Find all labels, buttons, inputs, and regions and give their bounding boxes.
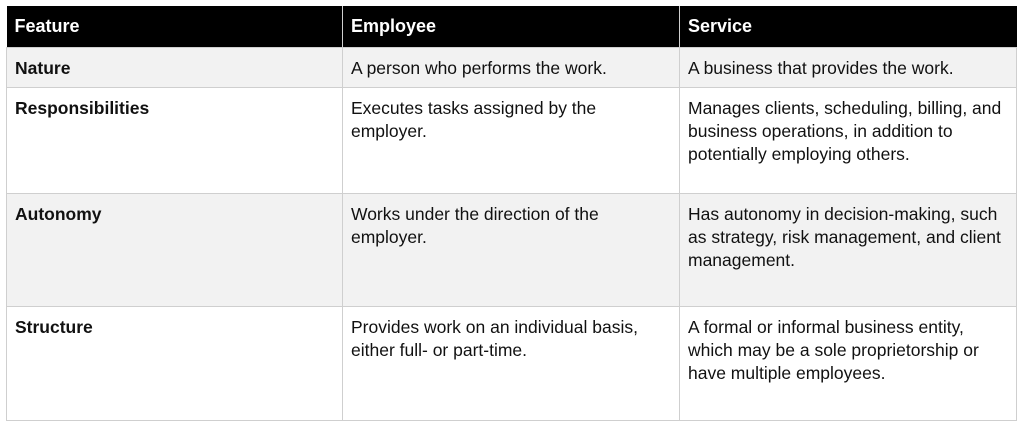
header-row <box>7 6 1017 48</box>
feature-cell: Nature <box>7 48 343 88</box>
table-row <box>7 307 1017 421</box>
feature-cell: Structure <box>7 307 343 421</box>
feature-cell: Autonomy <box>7 194 343 307</box>
feature-cell: Responsibilities <box>7 88 343 194</box>
table-row <box>7 194 1017 307</box>
employee-cell: Works under the direction of the employer. <box>343 194 680 307</box>
header-service: Service <box>680 6 1017 48</box>
table-row <box>7 88 1017 194</box>
header-employee: Employee <box>343 6 680 48</box>
table-header <box>7 6 1017 48</box>
service-cell: A business that provides the work. <box>680 48 1017 88</box>
table-row <box>7 48 1017 88</box>
employee-cell: Executes tasks assigned by the employer. <box>343 88 680 194</box>
comparison-table <box>6 6 1017 421</box>
table-body <box>7 48 1017 421</box>
comparison-table-container <box>6 6 1016 421</box>
service-cell: Has autonomy in decision-making, such as strategy, risk management, and client management. <box>680 194 1017 307</box>
employee-cell: Provides work on an individual basis, either full- or part-time. <box>343 307 680 421</box>
header-feature: Feature <box>7 6 343 48</box>
employee-cell: A person who performs the work. <box>343 48 680 88</box>
service-cell: Manages clients, scheduling, billing, and business operations, in addition to potentially employing others. <box>680 88 1017 194</box>
service-cell: A formal or informal business entity, which may be a sole proprietorship or have multiple employees. <box>680 307 1017 421</box>
